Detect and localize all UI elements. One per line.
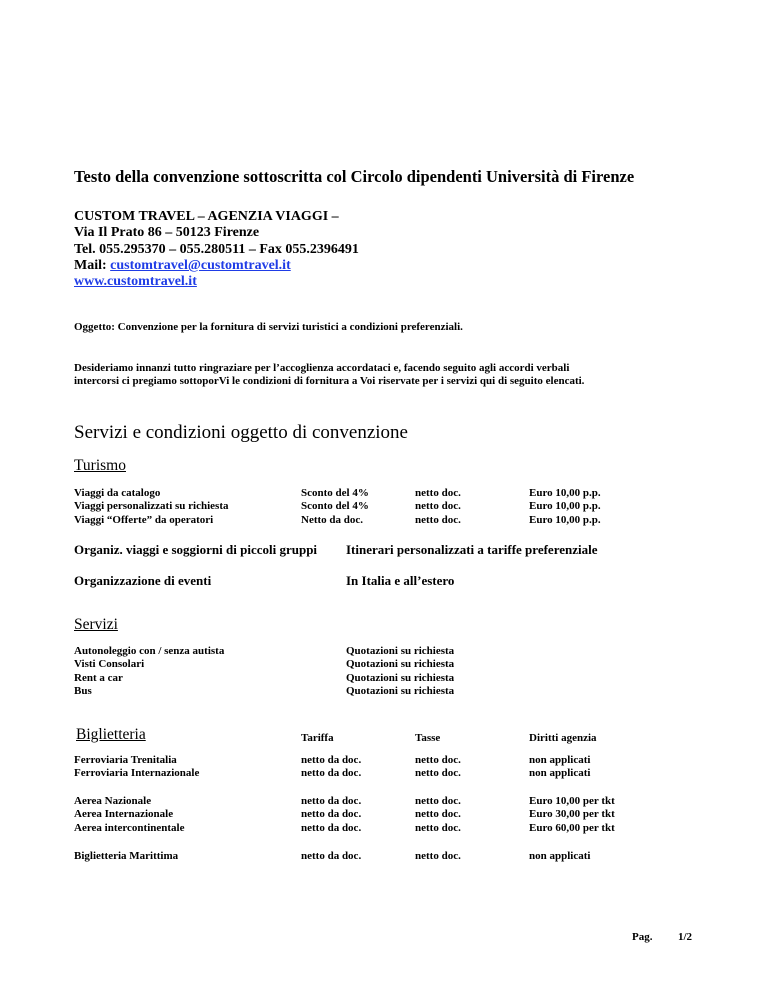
ticket-row-diritti: non applicati [529, 767, 591, 780]
mail-label: Mail: [74, 257, 111, 273]
servizi-row-value: Quotazioni su richiesta [346, 684, 455, 697]
turismo-row-tax: netto doc. [415, 513, 461, 526]
subject-line: Oggetto: Convenzione per la fornitura di servizi turistici a condizioni preferenziali. [74, 321, 463, 333]
agency-address: Via Il Prato 86 – 50123 Firenze [74, 225, 260, 241]
turismo-row-condition: Sconto del 4% [301, 487, 369, 499]
page-number: 1/2 [678, 931, 693, 943]
ticket-row-tasse: netto doc. [415, 754, 461, 766]
agency-phone: Tel. 055.295370 – 055.280511 – Fax 055.2396491 [74, 241, 359, 257]
section-title: Servizi e condizioni oggetto di convenzione [74, 422, 408, 443]
turismo-row-fee: Euro 10,00 p.p. [529, 487, 601, 499]
servizi-row-value: Quotazioni su richiesta [346, 645, 455, 657]
ticket-row-tariffa: netto da doc. [301, 767, 362, 780]
sea-diritti: non applicati [529, 850, 591, 862]
air-tariffa [301, 795, 361, 835]
col-header-diritti: Diritti agenzia [529, 732, 597, 744]
turismo-conditions [301, 487, 369, 527]
col-header-tasse: Tasse [415, 732, 441, 744]
ticket-row-label: Ferroviaria Trenitalia [74, 754, 177, 766]
turismo-row-tax: netto doc. [415, 487, 461, 499]
rail-diritti [529, 754, 590, 781]
turismo-row-condition: Sconto del 4% [301, 500, 369, 513]
document-title: Testo della convenzione sottoscritta col Circolo dipendenti Università di Firenze [74, 167, 635, 186]
agency-block [74, 209, 359, 290]
turismo-row-fee: Euro 10,00 p.p. [529, 513, 601, 526]
intro-line: Desideriamo innanzi tutto ringraziare per l’accoglienza accordataci e, facendo seguito agli accordi verbali [74, 362, 570, 374]
servizi-heading: Servizi [74, 616, 118, 633]
rail-labels [74, 754, 199, 781]
turismo-fees [529, 487, 601, 527]
ticket-row-label: Aerea Nazionale [74, 795, 152, 807]
agency-mail-line [74, 258, 359, 274]
turismo-taxes [415, 487, 461, 527]
col-header-tariffa: Tariffa [301, 732, 334, 744]
turismo-labels [74, 487, 229, 527]
page-label: Pag. [632, 931, 653, 943]
turismo-row-label: Viaggi “Offerte” da operatori [74, 513, 214, 526]
intro-line: intercorsi ci pregiamo sottoporVi le condizioni di fornitura a Voi riservate per i servizi qui di seguito elencati. [74, 375, 585, 388]
ticket-row-diritti: non applicati [529, 754, 591, 766]
ticket-row-tariffa: netto da doc. [301, 795, 362, 807]
servizi-row-label: Visti Consolari [74, 658, 145, 671]
servizi-labels [74, 645, 224, 698]
servizi-row-label: Rent a car [74, 671, 123, 684]
rail-tasse [415, 754, 461, 781]
ticket-row-tasse: netto doc. [415, 808, 461, 821]
turismo-row-fee: Euro 10,00 p.p. [529, 500, 601, 513]
ticket-row-tariffa: netto da doc. [301, 808, 362, 821]
ticket-row-label: Ferroviaria Internazionale [74, 767, 200, 780]
servizi-row-label: Bus [74, 684, 92, 697]
ticket-row-tariffa: netto da doc. [301, 821, 362, 834]
air-labels [74, 795, 184, 835]
ticket-row-tasse: netto doc. [415, 821, 461, 834]
ticket-row-tasse: netto doc. [415, 767, 461, 780]
turismo-heading: Turismo [74, 457, 126, 474]
ticket-row-diritti: Euro 60,00 per tkt [529, 821, 615, 834]
ticket-row-tasse: netto doc. [415, 795, 461, 807]
turismo-row-label: Viaggi personalizzati su richiesta [74, 500, 229, 513]
air-diritti [529, 795, 615, 835]
biglietteria-heading: Biglietteria [76, 726, 146, 743]
ticket-row-tariffa: netto da doc. [301, 754, 362, 766]
turismo-row-condition: Netto da doc. [301, 513, 364, 526]
events-label: Organizzazione di eventi [74, 573, 212, 588]
servizi-row-label: Autonoleggio con / senza autista [74, 645, 225, 657]
events-value: In Italia e all’estero [346, 573, 455, 588]
ticket-row-label: Aerea intercontinentale [74, 821, 185, 834]
sea-tasse: netto doc. [415, 850, 461, 862]
sea-tariffa: netto da doc. [301, 850, 362, 862]
turismo-row-label: Viaggi da catalogo [74, 487, 161, 499]
air-tasse [415, 795, 461, 835]
rail-tariffa [301, 754, 361, 781]
intro-paragraph [74, 362, 584, 389]
sea-label: Biglietteria Marittima [74, 850, 179, 862]
servizi-row-value: Quotazioni su richiesta [346, 671, 455, 684]
servizi-row-value: Quotazioni su richiesta [346, 658, 455, 671]
turismo-row-tax: netto doc. [415, 500, 461, 513]
servizi-values [346, 645, 454, 698]
ticket-row-label: Aerea Internazionale [74, 808, 174, 821]
ticket-row-diritti: Euro 10,00 per tkt [529, 795, 615, 807]
groups-label: Organiz. viaggi e soggiorni di piccoli gruppi [74, 542, 318, 557]
website-link[interactable]: www.customtravel.it [74, 274, 197, 290]
agency-name: CUSTOM TRAVEL – AGENZIA VIAGGI – [74, 209, 339, 224]
mail-link[interactable]: customtravel@customtravel.it [110, 257, 291, 273]
groups-value: Itinerari personalizzati a tariffe preferenziale [346, 542, 598, 557]
ticket-row-diritti: Euro 30,00 per tkt [529, 808, 615, 821]
